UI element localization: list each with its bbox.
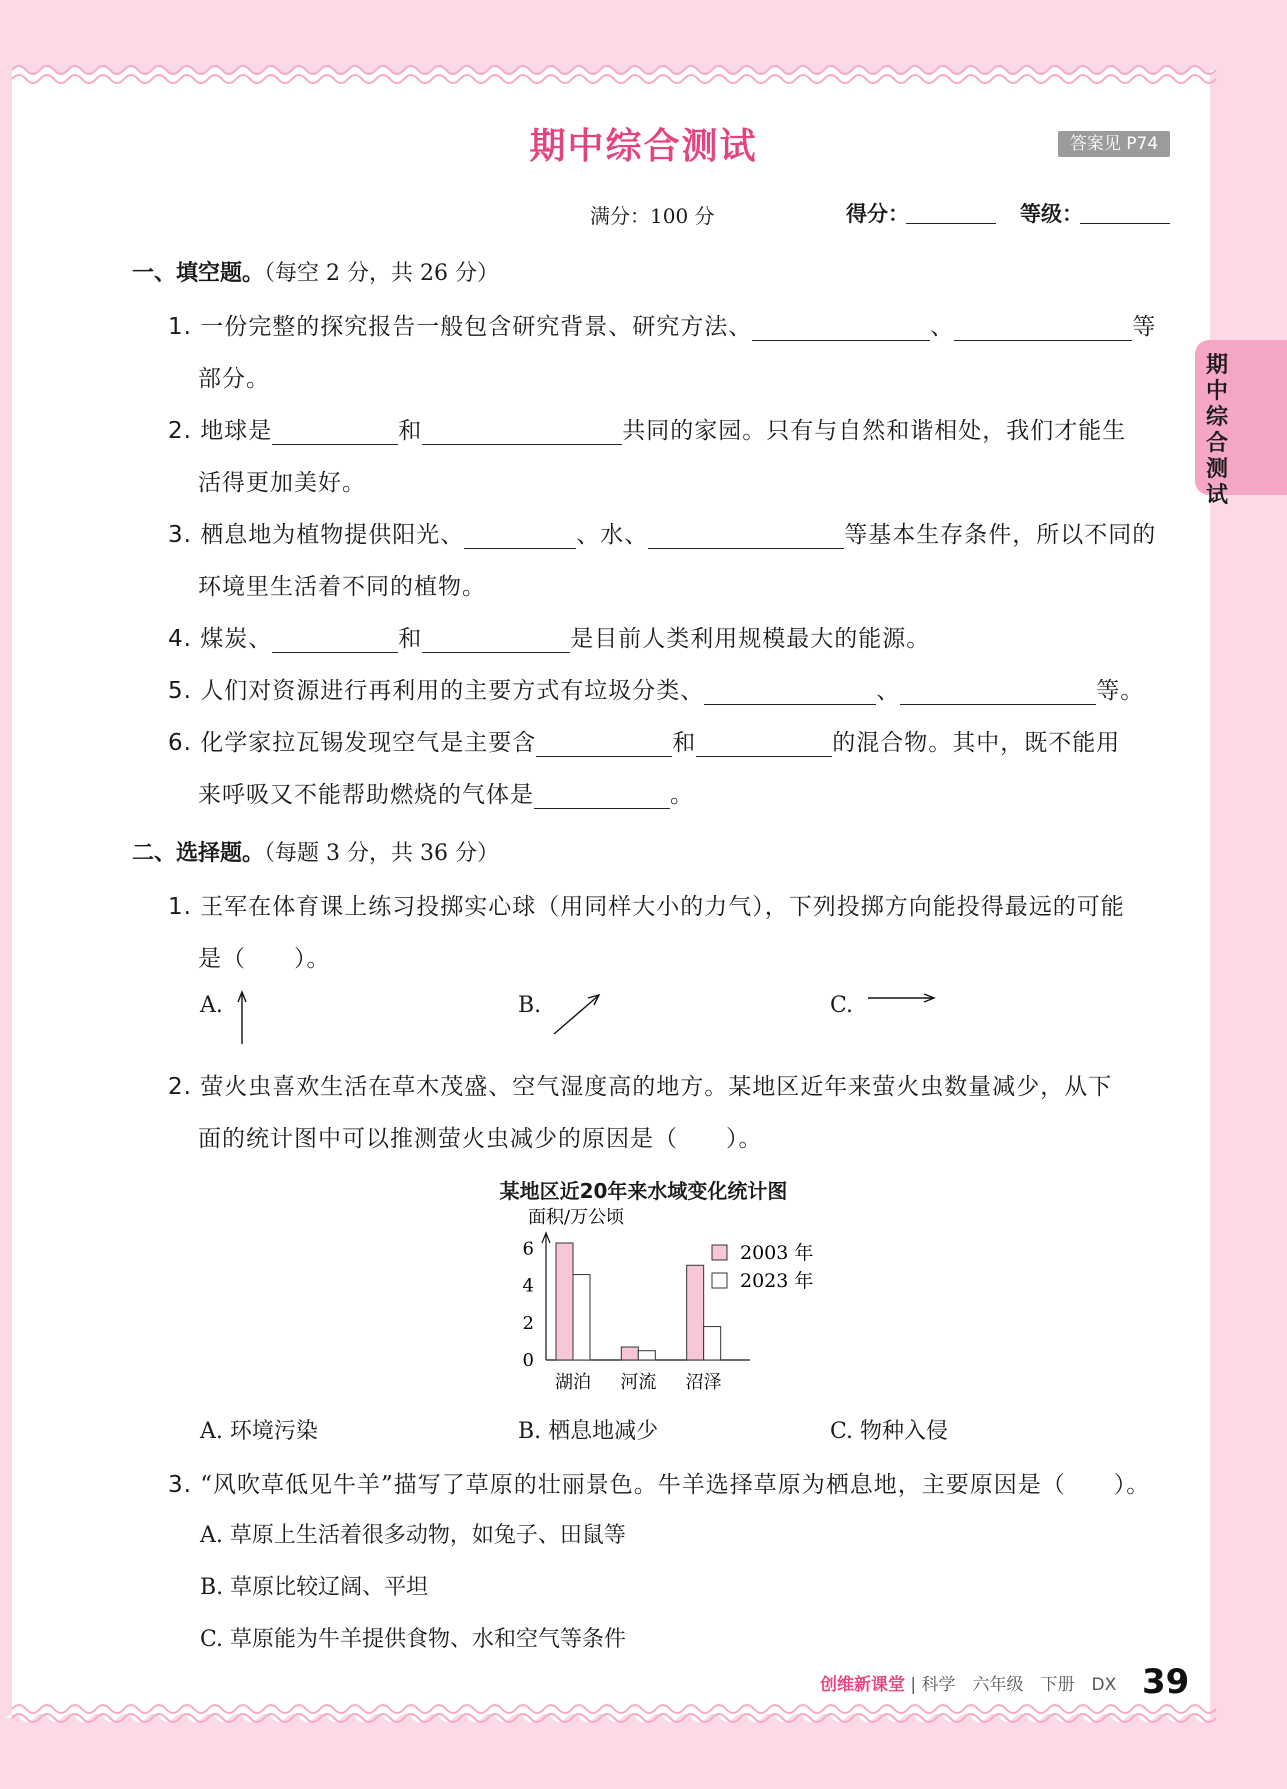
bar-2023 (638, 1351, 655, 1360)
y-tick-label: 0 (522, 1350, 534, 1371)
score-label: 得分： (846, 202, 909, 226)
side-tab-label: 期中综合测试 (1206, 353, 1229, 508)
legend-label: 2003 年 (740, 1242, 814, 1264)
blank-input[interactable] (422, 421, 622, 445)
bar-2003 (556, 1243, 573, 1360)
choice-q2-option-a[interactable]: A. 环境污染 (200, 1419, 318, 1444)
choice-q3-line1: 3. “风吹草低见牛羊”描写了草原的壮丽景色。牛羊选择草原为栖息地，主要原因是（ ）。 (168, 1472, 1151, 1498)
choice-q2-option-b[interactable]: B. 栖息地减少 (518, 1419, 659, 1444)
blank-input[interactable] (752, 317, 930, 341)
legend-label: 2023 年 (740, 1270, 814, 1292)
y-tick-label: 2 (522, 1312, 534, 1334)
fill-q3-line2: 环境里生活着不同的植物。 (198, 574, 486, 600)
fill-q2-line2: 活得更加美好。 (198, 470, 366, 496)
fill-q6-line2: 来呼吸又不能帮助燃烧的气体是 。 (198, 782, 694, 808)
water-area-bar-chart (500, 1205, 840, 1395)
bar-2003 (687, 1265, 704, 1360)
arrow-up-icon (232, 990, 252, 1046)
footer (820, 1670, 1116, 1695)
choice-q3-option-a[interactable]: A. 草原上生活着很多动物，如兔子、田鼠等 (200, 1523, 626, 1548)
choice-q3-option-c[interactable]: C. 草原能为牛羊提供食物、水和空气等条件 (200, 1627, 627, 1652)
fill-q1-line2: 部分。 (198, 366, 270, 392)
footer-info: 科学 六年级 下册 DX (921, 1675, 1117, 1695)
blank-input[interactable] (900, 681, 1096, 705)
fill-q1-line1: 1. 一份完整的探究报告一般包含研究背景、研究方法、 、 等 (168, 314, 1157, 340)
blank-input[interactable] (272, 421, 398, 445)
section-note: （每题 3 分，共 36 分） (264, 841, 499, 866)
bar-2023 (704, 1327, 721, 1360)
blank-input[interactable] (648, 525, 844, 549)
fill-q2-line1: 2. 地球是 和 共同的家园。只有与自然和谐相处，我们才能生 (168, 418, 1127, 444)
section-title: 一、填空题。 (132, 261, 265, 286)
blank-input[interactable] (704, 681, 876, 705)
page-number: 39 (1142, 1662, 1190, 1702)
answer-reference-badge: 答案见 P74 (1058, 131, 1170, 157)
bar-2023 (573, 1275, 590, 1360)
chart-title: 某地区近20年来水域变化统计图 (499, 1179, 788, 1203)
footer-brand: 创维新课堂 (820, 1675, 905, 1695)
legend-swatch (712, 1273, 727, 1288)
y-tick-label: 6 (522, 1238, 534, 1260)
y-axis-label: 面积/万公顷 (528, 1207, 625, 1228)
footer-divider: | (910, 1675, 922, 1695)
grade-label: 等级： (1020, 202, 1083, 226)
blank-input[interactable] (422, 629, 570, 653)
choice-q3-option-b[interactable]: B. 草原比较辽阔、平坦 (200, 1575, 429, 1600)
choice-q1-option-c[interactable]: C. (830, 993, 854, 1018)
section-fill-blank-heading (132, 256, 499, 287)
fill-q3-line1: 3. 栖息地为植物提供阳光、 、水、 等基本生存条件，所以不同的 (168, 522, 1157, 548)
x-tick-label: 沼泽 (685, 1372, 722, 1393)
fill-q4-line: 4. 煤炭、 和 是目前人类利用规模最大的能源。 (168, 626, 931, 652)
bar-2003 (621, 1347, 638, 1360)
section-note: （每空 2 分，共 26 分） (264, 261, 499, 286)
choice-q2-line2: 面的统计图中可以推测萤火虫减少的原因是（ ）。 (198, 1126, 763, 1152)
blank-input[interactable] (464, 525, 576, 549)
blank-input[interactable] (272, 629, 398, 653)
x-tick-label: 湖泊 (555, 1372, 591, 1393)
blank-input[interactable] (954, 317, 1132, 341)
arrow-right-icon (866, 988, 936, 1008)
section-choice-heading (132, 836, 499, 867)
choice-q1-line2: 是（ ）。 (198, 946, 331, 972)
choice-q2-option-c[interactable]: C. 物种入侵 (830, 1419, 949, 1444)
full-score-text: 满分：100 分 (590, 204, 715, 228)
x-tick-label: 河流 (620, 1372, 657, 1393)
y-tick-label: 4 (522, 1275, 534, 1297)
page-title: 期中综合测试 (529, 126, 758, 167)
legend-swatch (712, 1245, 727, 1260)
fill-q6-line1: 6. 化学家拉瓦锡发现空气是主要含 和 的混合物。其中，既不能用 (168, 730, 1121, 756)
choice-q2-line1: 2. 萤火虫喜欢生活在草木茂盛、空气湿度高的地方。某地区近年来萤火虫数量减少，从下 (168, 1074, 1113, 1100)
choice-q1-option-b[interactable]: B. (518, 993, 542, 1018)
choice-q1-line1: 1. 王军在体育课上练习投掷实心球（用同样大小的力气），下列投掷方向能投得最远的可能 (168, 894, 1125, 920)
blank-input[interactable] (536, 733, 672, 757)
arrow-diagonal-icon (552, 992, 602, 1036)
blank-input[interactable] (696, 733, 832, 757)
choice-q1-option-a[interactable]: A. (200, 993, 223, 1018)
blank-input[interactable] (534, 785, 670, 809)
section-title: 二、选择题。 (132, 841, 265, 866)
fill-q5-line: 5. 人们对资源进行再利用的主要方式有垃圾分类、 、 等。 (168, 678, 1145, 704)
